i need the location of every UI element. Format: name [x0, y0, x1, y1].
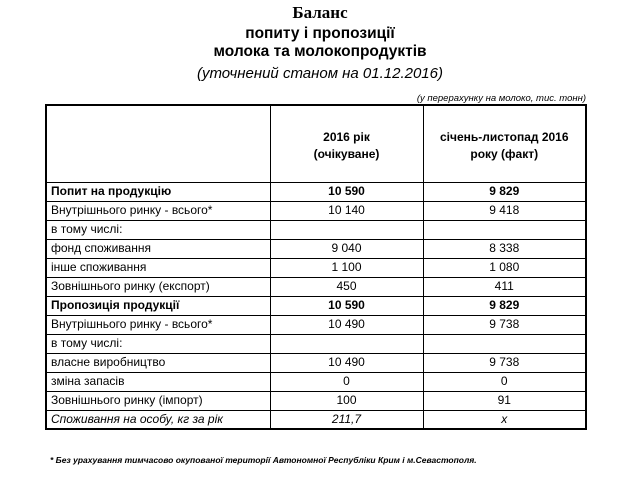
page-title: Баланс	[292, 3, 348, 22]
row-label: Зовнішнього ринку (імпорт)	[46, 391, 270, 410]
subtitle-line-1: попиту і пропозиції	[245, 25, 395, 42]
row-value-fact: х	[423, 410, 586, 429]
row-label: в тому числі:	[46, 220, 270, 239]
row-value-2016: 1 100	[270, 258, 423, 277]
row-label: Внутрішнього ринку - всього*	[46, 315, 270, 334]
table-row	[46, 201, 586, 220]
row-value-2016: 10 140	[270, 201, 423, 220]
row-value-2016: 100	[270, 391, 423, 410]
row-value-fact: 9 829	[423, 182, 586, 201]
table-row	[46, 372, 586, 391]
row-value-fact: 1 080	[423, 258, 586, 277]
table-row	[46, 391, 586, 410]
row-value-2016	[270, 220, 423, 239]
table-row	[46, 334, 586, 353]
row-value-fact: 91	[423, 391, 586, 410]
row-label: Внутрішнього ринку - всього*	[46, 201, 270, 220]
row-label: інше споживання	[46, 258, 270, 277]
row-value-2016	[270, 334, 423, 353]
unit-note: (у перерахунку на молоко, тис. тонн)	[416, 93, 586, 104]
row-value-2016: 9 040	[270, 239, 423, 258]
row-value-2016: 0	[270, 372, 423, 391]
row-label: фонд споживання	[46, 239, 270, 258]
header-2016-expected	[270, 105, 423, 182]
date-note: (уточнений станом на 01.12.2016)	[196, 65, 443, 82]
subtitle-line-2: молока та молокопродуктів	[213, 43, 427, 60]
table-row	[46, 220, 586, 239]
row-label: зміна запасів	[46, 372, 270, 391]
table-row	[46, 182, 586, 201]
row-value-fact: 8 338	[423, 239, 586, 258]
row-label: в тому числі:	[46, 334, 270, 353]
table-row	[46, 410, 586, 429]
row-label: Пропозиція продукції	[46, 296, 270, 315]
row-value-fact: 9 829	[423, 296, 586, 315]
table-header-row	[46, 105, 586, 182]
row-value-2016: 10 590	[270, 182, 423, 201]
row-value-2016: 10 490	[270, 353, 423, 372]
row-value-2016: 10 590	[270, 296, 423, 315]
header-fact-line2: року (факт)	[470, 146, 539, 161]
footnote: * Без урахування тимчасово окупованої території Автономної Республіки Крим і м.Севастополя.	[50, 455, 477, 465]
row-value-fact: 9 738	[423, 315, 586, 334]
table-row	[46, 258, 586, 277]
row-label: Попит на продукцію	[46, 182, 270, 201]
balance-table	[45, 104, 587, 430]
table-row	[46, 296, 586, 315]
table-row	[46, 353, 586, 372]
row-value-fact: 9 418	[423, 201, 586, 220]
row-value-fact: 411	[423, 277, 586, 296]
row-label: Споживання на особу, кг за рік	[46, 410, 270, 429]
row-value-2016: 10 490	[270, 315, 423, 334]
header-2016-line2: (очікуване)	[313, 146, 380, 161]
row-value-fact: 0	[423, 372, 586, 391]
header-label-cell	[46, 105, 270, 182]
row-value-fact	[423, 334, 586, 353]
header-fact-line1: січень-листопад 2016	[439, 129, 569, 144]
row-label: Зовнішнього ринку (експорт)	[46, 277, 270, 296]
header-2016-line1: 2016 рік	[323, 129, 370, 144]
table-row	[46, 315, 586, 334]
row-value-2016: 211,7	[270, 410, 423, 429]
table-row	[46, 277, 586, 296]
row-value-fact: 9 738	[423, 353, 586, 372]
row-label: власне виробництво	[46, 353, 270, 372]
row-value-2016: 450	[270, 277, 423, 296]
header-jan-nov-fact	[423, 105, 586, 182]
row-value-fact	[423, 220, 586, 239]
table-row	[46, 239, 586, 258]
